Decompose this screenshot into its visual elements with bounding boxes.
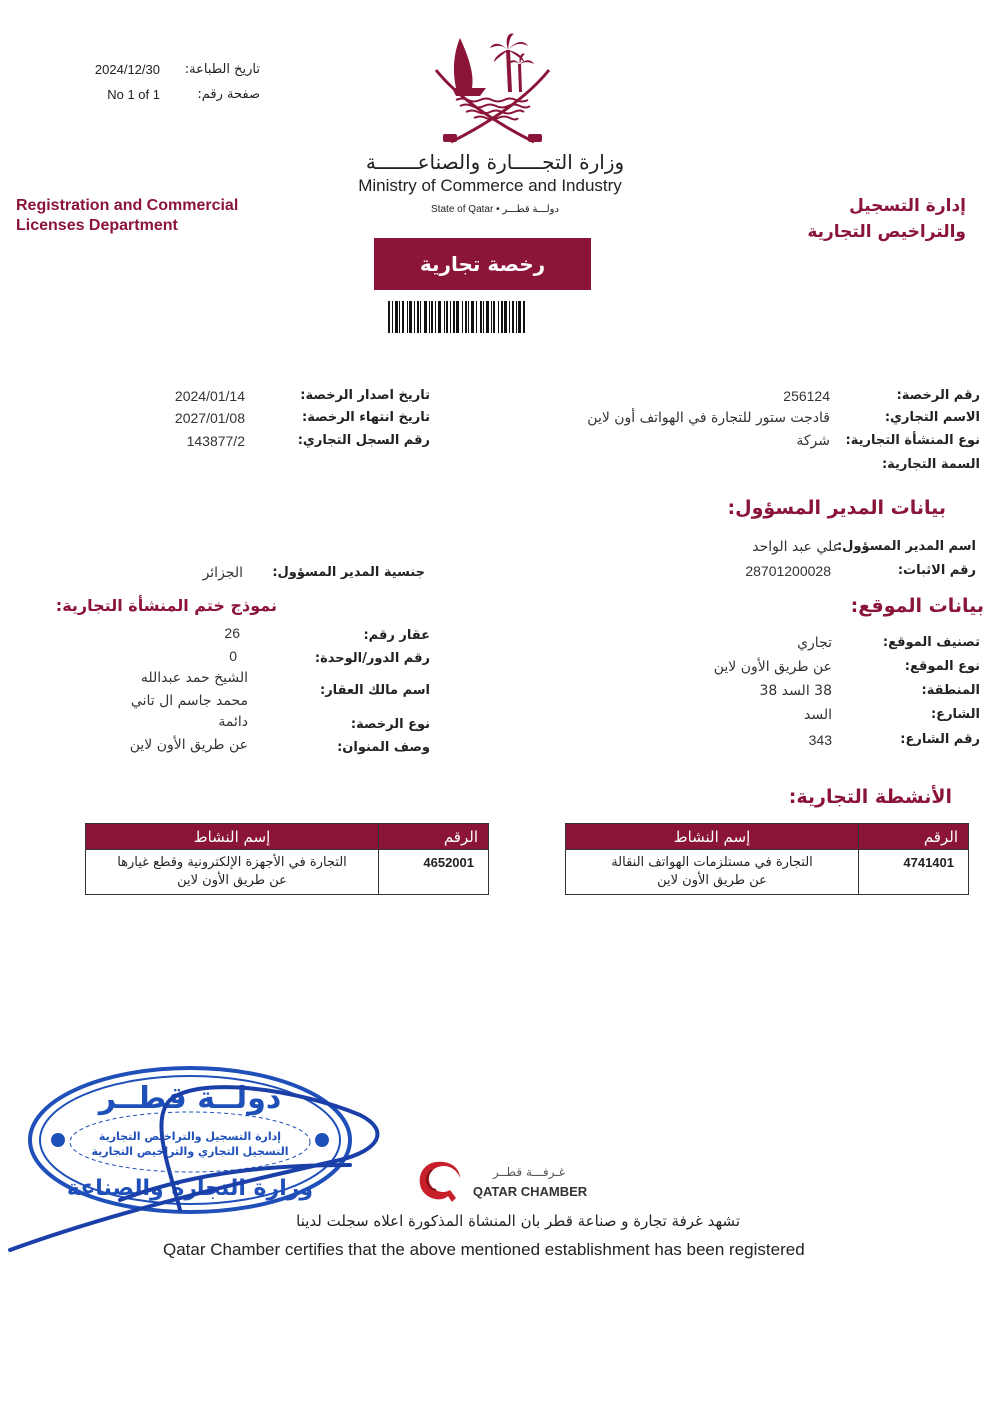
barcode-icon bbox=[388, 301, 577, 333]
property-number-label: عقار رقم: bbox=[363, 628, 430, 643]
department-en-line2: Licenses Department bbox=[16, 217, 178, 234]
expiry-date-field bbox=[150, 410, 430, 432]
page-number-value: No 1 of 1 bbox=[107, 87, 160, 102]
property-owner-line2: محمد جاسم ال تاني bbox=[130, 693, 248, 709]
entity-type-label: نوع المنشأة التجارية: bbox=[845, 433, 980, 448]
svg-text:دولــة قطــر: دولــة قطــر bbox=[98, 1081, 282, 1116]
certification-text-ar: تشهد غرفة تجارة و صناعة قطر بان المنشاة المذكورة اعلاه سجلت لدينا bbox=[296, 1212, 740, 1230]
zone-label: المنطقة: bbox=[921, 683, 980, 698]
street-field bbox=[690, 707, 980, 729]
activity-name-line2: عن طريق الأون لاين bbox=[177, 873, 287, 888]
svg-text:وزارة التجارة والصناعة: وزارة التجارة والصناعة bbox=[66, 1176, 314, 1201]
manager-name-label: اسم المدير المسؤول: bbox=[836, 539, 976, 554]
qatar-chamber-logo bbox=[414, 1158, 594, 1204]
activity-name-line1: التجارة في مستلزمات الهواتف النقالة bbox=[611, 855, 813, 870]
location-classification-field bbox=[690, 635, 980, 657]
license-number-label: رقم الرخصة: bbox=[896, 388, 980, 403]
location-section-heading: بيانات الموقع: bbox=[850, 595, 984, 617]
street-value: السد bbox=[804, 707, 832, 723]
manager-id-field bbox=[700, 563, 976, 585]
location-type-field bbox=[690, 659, 980, 681]
manager-nationality-field bbox=[180, 565, 425, 587]
location-type-label: نوع الموقع: bbox=[904, 659, 980, 674]
license-number-value: 256124 bbox=[783, 388, 830, 404]
column-header-activity-name: إسم النشاط bbox=[566, 824, 859, 850]
license-type-value: دائمة bbox=[218, 714, 248, 730]
department-en-line1: Registration and Commercial bbox=[16, 197, 239, 214]
property-owner-line1: الشيخ حمد عبدالله bbox=[140, 670, 248, 686]
location-classification-label: تصنيف الموقع: bbox=[882, 635, 980, 650]
qatar-emblem-icon bbox=[430, 30, 555, 148]
license-number-field bbox=[540, 388, 980, 410]
floor-unit-field bbox=[100, 648, 430, 670]
manager-name-value: علي عبد الواحد bbox=[752, 539, 841, 555]
activity-code: 4741401 bbox=[859, 850, 969, 895]
manager-nationality-value: الجزائر bbox=[202, 565, 243, 581]
state-of-qatar: State of Qatar • دولـــة قطـــر bbox=[431, 204, 559, 215]
address-description-label: وصف المنوان: bbox=[337, 740, 430, 755]
activities-table-2 bbox=[85, 823, 489, 895]
issue-date-field bbox=[150, 388, 430, 410]
zone-field bbox=[690, 683, 980, 705]
activity-code: 4652001 bbox=[379, 850, 489, 895]
cr-number-value: 143877/2 bbox=[186, 433, 245, 449]
license-type-field bbox=[100, 714, 430, 736]
issue-date-label: تاريخ اصدار الرخصة: bbox=[300, 388, 430, 403]
activity-name bbox=[86, 850, 379, 895]
manager-name-field bbox=[700, 539, 976, 561]
activities-table-1 bbox=[565, 823, 969, 895]
page-number-row bbox=[60, 87, 260, 107]
svg-text:إدارة التسجيل والتراخيص التجار: إدارة التسجيل والتراخيص التجارية bbox=[98, 1130, 282, 1143]
document-title: رخصة تجارية bbox=[374, 238, 591, 290]
zone-value: 38 السد 38 bbox=[759, 683, 832, 699]
activities-section-heading: الأنشطة التجارية: bbox=[788, 786, 952, 808]
manager-nationality-label: جنسية المدير المسؤول: bbox=[272, 565, 425, 580]
column-header-number: الرقم bbox=[859, 824, 969, 850]
ministry-name-en: Ministry of Commerce and Industry bbox=[358, 176, 622, 195]
svg-text:غـرفـــة قطــر: غـرفـــة قطــر bbox=[492, 1165, 566, 1179]
brand-label: السمة التجارية: bbox=[881, 457, 980, 472]
activity-name-line2: عن طريق الأون لاين bbox=[657, 873, 767, 888]
page-number-label: صفحة رقم: bbox=[197, 87, 260, 102]
table-row bbox=[86, 850, 489, 895]
property-number-field bbox=[100, 625, 430, 647]
street-number-value: 343 bbox=[808, 732, 832, 748]
svg-text:التسجيل التجاري والتراخيص التج: التسجيل التجاري والتراخيص التجارية bbox=[91, 1145, 289, 1158]
street-number-field bbox=[690, 732, 980, 754]
entity-type-value: شركة bbox=[796, 433, 830, 449]
table-row bbox=[566, 850, 969, 895]
column-header-activity-name: إسم النشاط bbox=[86, 824, 379, 850]
license-type-label: نوع الرخصة: bbox=[350, 717, 430, 732]
ministry-name-ar: وزارة التجـــــارة والصناعـــــــة bbox=[365, 150, 625, 174]
floor-unit-label: رقم الدور/الوحدة: bbox=[314, 651, 430, 666]
address-description-field bbox=[100, 737, 430, 759]
department-ar-line2: والتراخيص التجارية bbox=[807, 222, 966, 242]
trade-name-value: قادجت ستور للتجارة في الهواتف أون لاين bbox=[587, 410, 830, 426]
manager-id-value: 28701200028 bbox=[745, 563, 831, 579]
location-classification-value: تجاري bbox=[797, 635, 832, 651]
trade-name-field bbox=[520, 410, 980, 432]
print-date-label: تاريخ الطباعة: bbox=[184, 62, 260, 77]
cr-number-label: رقم السجل التجاري: bbox=[297, 433, 430, 448]
trade-name-label: الاسم التجاري: bbox=[884, 410, 980, 425]
activity-name-line1: التجارة في الأجهزة الإلكترونية وقطع غيارها bbox=[117, 855, 347, 870]
location-type-value: عن طريق الأون لاين bbox=[713, 659, 832, 675]
expiry-date-value: 2027/01/08 bbox=[174, 410, 245, 426]
activity-name bbox=[566, 850, 859, 895]
issue-date-value: 2024/01/14 bbox=[174, 388, 245, 404]
print-date-value: 2024/12/30 bbox=[94, 62, 160, 77]
property-number-value: 26 bbox=[224, 625, 240, 641]
cr-number-field bbox=[150, 433, 430, 455]
floor-unit-value: 0 bbox=[229, 648, 237, 664]
street-number-label: رقم الشارع: bbox=[900, 732, 980, 747]
stamp-sample-heading: نموذج ختم المنشأة التجارية: bbox=[55, 596, 277, 615]
svg-text:QATAR CHAMBER: QATAR CHAMBER bbox=[472, 1184, 588, 1199]
property-owner-label: اسم مالك العقار: bbox=[320, 683, 430, 698]
entity-type-field bbox=[540, 433, 980, 455]
department-ar-line1: إدارة التسجيل bbox=[849, 196, 966, 216]
address-description-value: عن طريق الأون لاين bbox=[129, 737, 248, 753]
print-date-row bbox=[60, 62, 260, 82]
manager-section-heading: بيانات المدير المسؤول: bbox=[727, 497, 946, 519]
brand-field bbox=[540, 457, 980, 479]
expiry-date-label: تاريخ انتهاء الرخصة: bbox=[302, 410, 430, 425]
property-owner-field bbox=[100, 670, 430, 716]
department-title-en bbox=[16, 196, 238, 236]
column-header-number: الرقم bbox=[379, 824, 489, 850]
official-stamp-icon bbox=[0, 1060, 420, 1260]
manager-id-label: رقم الاثبات: bbox=[897, 563, 976, 578]
department-title-ar bbox=[807, 193, 966, 245]
street-label: الشارع: bbox=[930, 707, 980, 722]
certification-text-en: Qatar Chamber certifies that the above mentioned establishment has been registered bbox=[163, 1240, 805, 1259]
